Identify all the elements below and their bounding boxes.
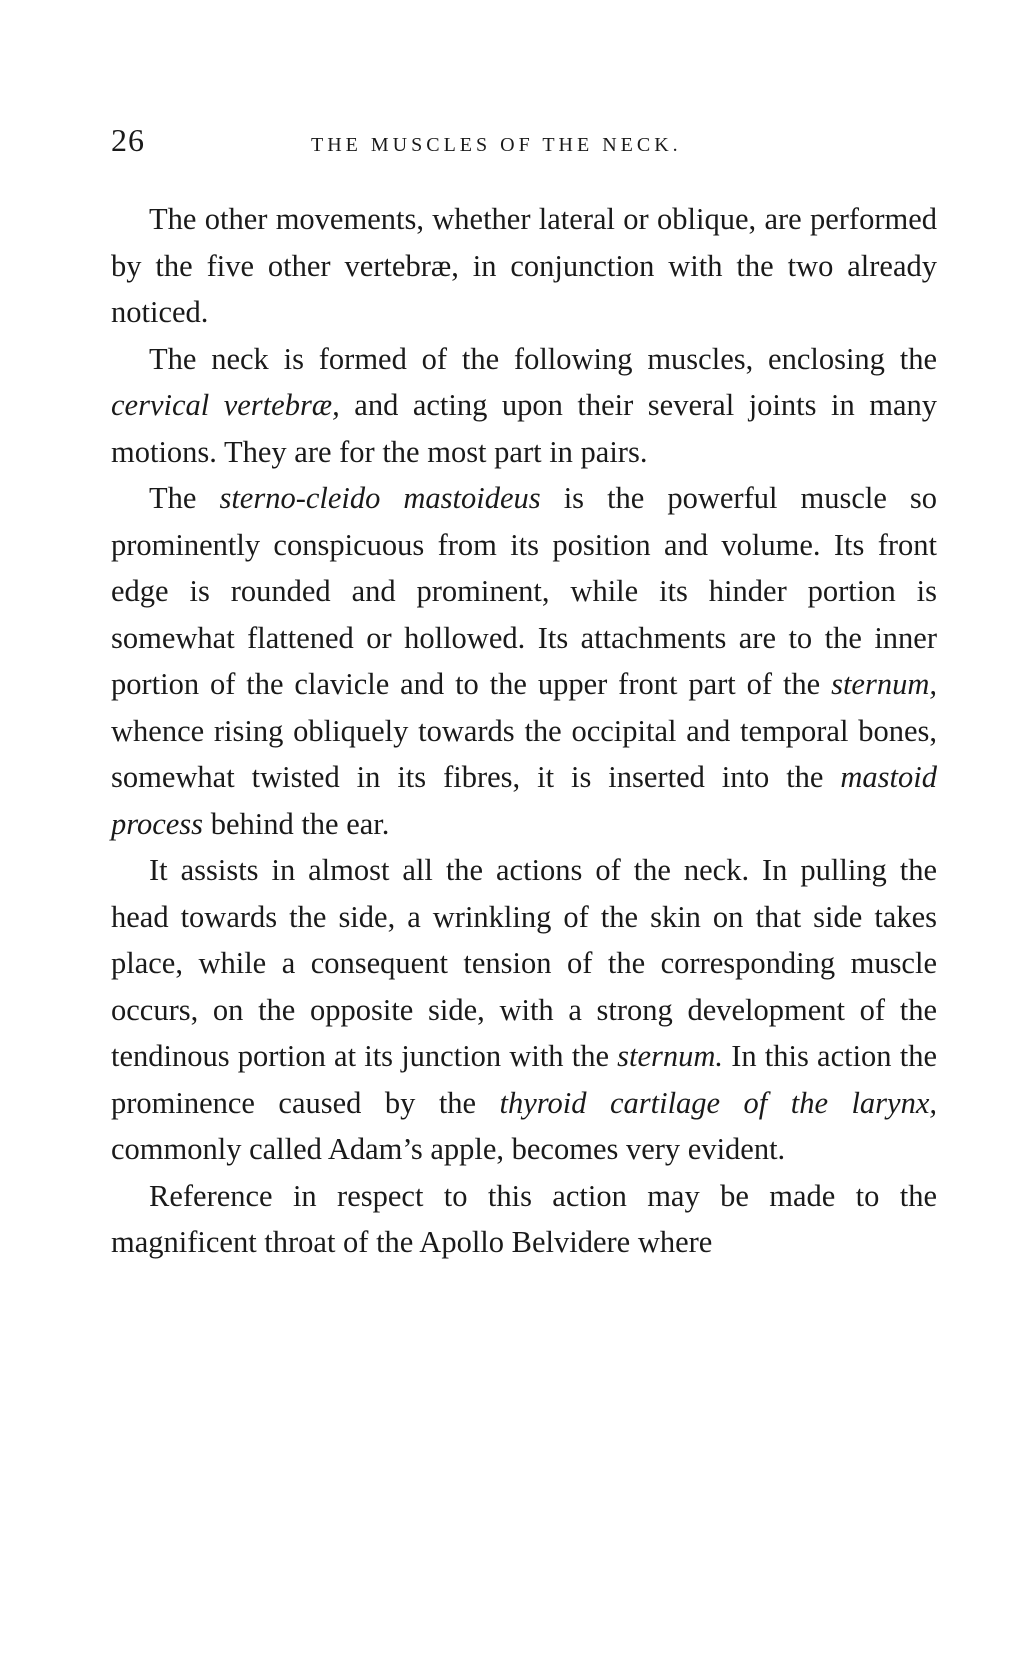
text-run: commonly called Adam’s apple, becomes very evident. [111,1132,786,1166]
text-run: The [149,481,220,515]
text-run: is the powerful muscle so prominently conspicuous from its position and volume. Its front edge is rounded and prominent, while its hinder portion is somewhat flattened or hollowed. Its attachments are to the inner portion of the clavicle and to the upper front part of the [111,481,938,701]
page-number: 26 [111,122,145,158]
paragraph [111,196,937,336]
running-head: THE MUSCLES OF THE NECK. [311,134,682,156]
body-text [111,196,937,1266]
italic-term: mastoid process [111,760,937,841]
italic-term: sterno-cleido mastoideus [219,481,541,515]
text-run: The other movements, whether lateral or oblique, are performed by the five other vertebræ, in conjunction with the two already noticed. [111,202,937,329]
italic-term: cervical vertebræ, [111,388,340,422]
paragraph [111,1173,937,1266]
text-run: It assists in almost all the actions of the neck. In pulling the head towards the side, a wrinkling of the skin on that side takes place, while a consequent tension of the corresponding muscle occurs, on the opposite side, with a strong development of the tendinous portion at its junction with the [111,853,937,1073]
paragraph [111,336,937,476]
text-run: whence rising obliquely towards the occipital and temporal bones, somewhat twisted in its fibres, it is inserted into the [111,713,937,794]
paragraph [111,475,937,847]
paragraph [111,847,937,1173]
text-run: and acting upon their several joints in many motions. They are for the most part in pairs. [111,388,937,469]
text-run: In this action the prominence caused by the [111,1039,937,1120]
italic-term: thyroid cartilage of the larynx, [499,1085,937,1120]
text-run: The neck is formed of the following muscles, enclosing the [149,341,937,376]
page-header [111,122,939,162]
text-run: behind the ear. [203,806,390,841]
italic-term: sternum, [831,667,937,701]
text-run: Reference in respect to this action may be made to the magnificent throat of the Apollo Belvidere where [111,1178,937,1259]
italic-term: sternum. [617,1039,724,1073]
